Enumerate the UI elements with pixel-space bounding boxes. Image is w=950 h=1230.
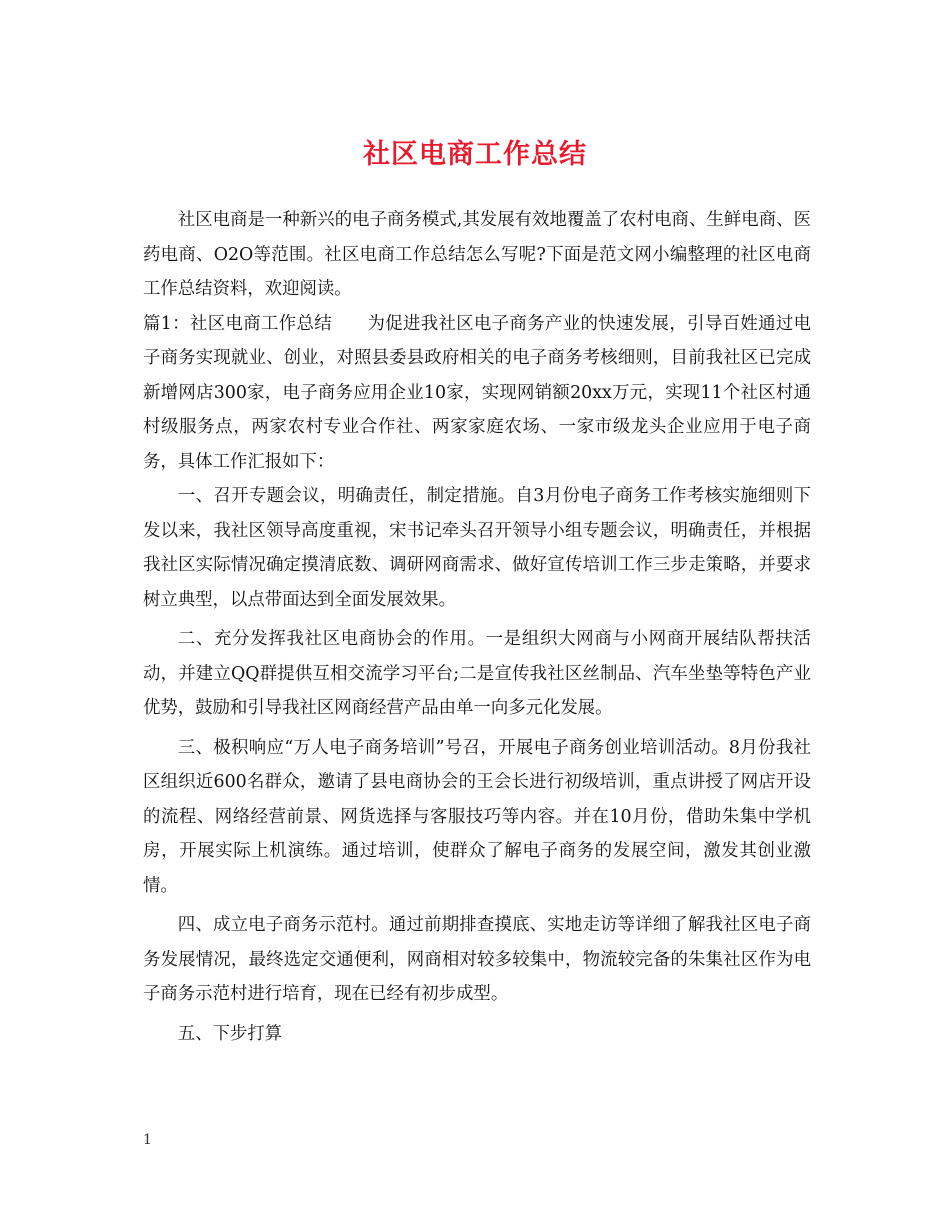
document-body [143,203,811,1051]
item-3-paragraph: 三、极积响应“万人电子商务培训”号召，开展电子商务创业培训活动。8月份我社区组织近600名群众，邀请了县电商协会的王会长进行初级培训，重点讲授了网店开设的流程、网络经营前景、网货选择与客服技巧等内容。并在10月份，借助朱集中学机房，开展实际上机演练。通过培训，使群众了解电子商务的发展空间，激发其创业激情。 [143,737,811,896]
item-2-paragraph: 二、充分发挥我社区电商协会的作用。一是组织大网商与小网商开展结队帮扶活动，并建立QQ群提供互相交流学习平台;二是宣传我社区丝制品、汽车坐垫等特色产业优势，鼓励和引导我社区网商经营产品由单一向多元化发展。 [143,629,811,718]
intro-paragraph: 社区电商是一种新兴的电子商务模式,其发展有效地覆盖了农村电商、生鲜电商、医药电商、O2O等范围。社区电商工作总结怎么写呢?下面是范文网小编整理的社区电商工作总结资料，欢迎阅读。 [143,210,811,299]
page-number: 1 [143,1132,152,1148]
item-5-paragraph: 五、下步打算 [177,1023,283,1044]
document-title: 社区电商工作总结 [363,139,587,170]
item-4-paragraph: 四、成立电子商务示范村。通过前期排查摸底、实地走访等详细了解我社区电子商务发展情况，最终选定交通便利，网商相对较多较集中，物流较完备的朱集社区作为电子商务示范村进行培育，现在已经有初步成型。 [143,915,811,1004]
section-1-paragraph: 篇1：社区电商工作总结 为促进我社区电子商务产业的快速发展，引导百姓通过电子商务实现就业、创业，对照县委县政府相关的电子商务考核细则，目前我社区已完成新增网店300家，电子商务应用企业10家，实现网销额20xx万元，实现11个社区村通村级服务点，两家农村专业合作社、两家家庭农场、一家市级龙头企业应用于电子商务，具体工作汇报如下： [143,313,811,472]
item-1-paragraph: 一、召开专题会议，明确责任，制定措施。自3月份电子商务工作考核实施细则下发以来，我社区领导高度重视，宋书记牵头召开领导小组专题会议，明确责任，并根据我社区实际情况确定摸清底数、调研网商需求、做好宣传培训工作三步走策略，并要求树立典型，以点带面达到全面发展效果。 [143,486,811,610]
